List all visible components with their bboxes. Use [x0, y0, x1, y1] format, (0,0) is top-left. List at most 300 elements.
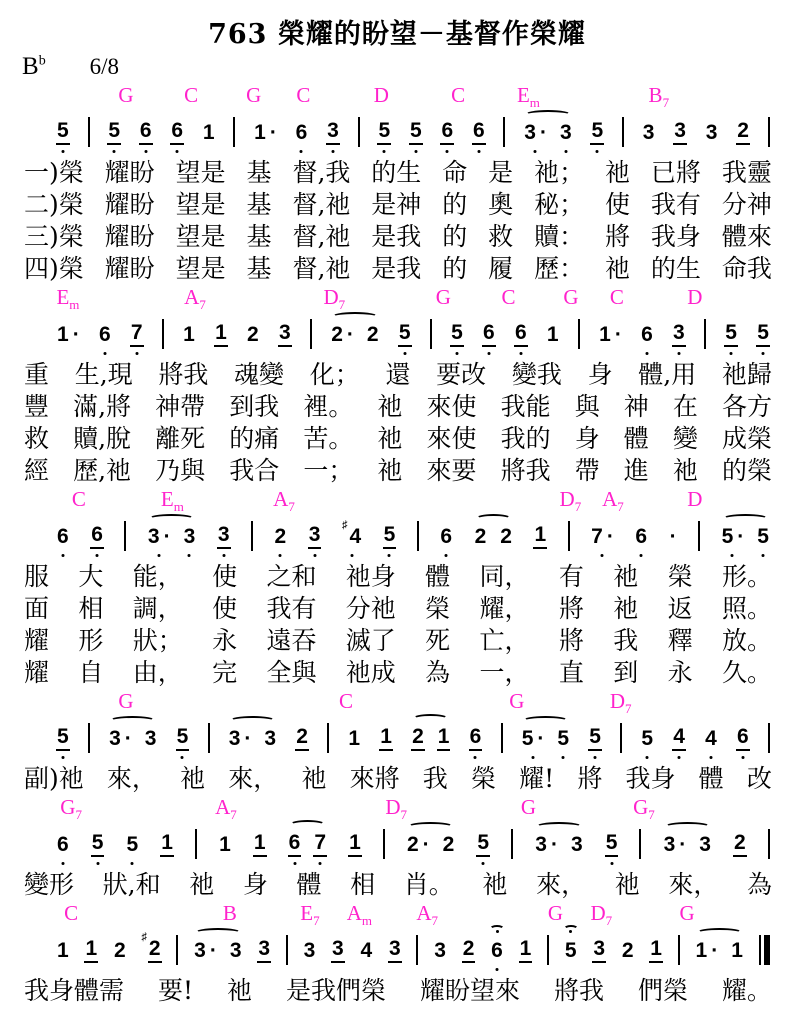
lyric-chunk: 我身體需 — [24, 976, 125, 1005]
lyric-chunk: 望是 — [175, 254, 226, 283]
barline — [383, 829, 385, 859]
lyric-chunk: 肖。 — [403, 870, 454, 899]
digit: 6 — [57, 833, 69, 856]
note-digit — [588, 725, 602, 748]
barline — [195, 829, 197, 859]
low-octave-dot — [730, 352, 733, 355]
note-digit — [409, 119, 423, 142]
lyric-chunk: 我有 — [266, 594, 317, 623]
note — [672, 725, 686, 751]
barline — [208, 723, 210, 753]
dot-after: · — [711, 939, 719, 962]
lyric-chunk: 與 — [574, 392, 600, 421]
note-digit — [730, 939, 744, 962]
note-digit — [176, 725, 190, 748]
chord: $A_m$ — [346, 901, 372, 929]
digit: 5 — [476, 831, 490, 857]
chord: $A_7$ — [215, 795, 237, 823]
barline — [501, 723, 503, 753]
low-octave-dot — [403, 352, 406, 355]
note-digit — [56, 525, 70, 548]
note-digit — [130, 321, 144, 344]
note — [406, 833, 430, 857]
note-group — [721, 525, 770, 549]
note — [439, 525, 453, 549]
note-digit — [406, 833, 430, 856]
lyric-chunk: 將 — [604, 222, 630, 251]
note-digit — [472, 119, 486, 142]
lyric-chunk: 改 — [746, 764, 772, 793]
note — [347, 727, 361, 751]
note — [193, 939, 217, 963]
chord: G — [509, 689, 525, 713]
note — [437, 725, 451, 751]
chord-subscript: m — [361, 913, 372, 929]
lyric-chunk: 久。 — [721, 658, 772, 687]
lyric-chunk: 的生 — [371, 158, 422, 187]
note-digit — [56, 939, 70, 962]
note — [160, 831, 174, 857]
lyric-chunk: 我身 — [625, 764, 676, 793]
lyric-chunk: 耀， — [479, 594, 530, 623]
digit: 2 — [411, 725, 425, 751]
digit: 1 — [649, 937, 663, 963]
lyric-chunk: 體 — [698, 764, 724, 793]
lyric-chunk: 耀盼望來 — [419, 976, 520, 1005]
low-octave-dot — [474, 756, 477, 759]
digit: 5 — [56, 119, 70, 145]
lyric-chunk: 祂 — [613, 594, 639, 623]
lyric-chunk: 祂成 — [345, 658, 396, 687]
barline — [124, 521, 126, 551]
digit: 2 — [406, 833, 419, 856]
lyric-chunk: 乃與 — [155, 456, 206, 485]
lyric-chunk: 的痛 — [229, 424, 280, 453]
lyric-chunk: 是我們榮 — [285, 976, 386, 1005]
lyric-chunk: 來， — [106, 764, 157, 793]
note — [383, 523, 397, 549]
lyric-chunk: 的生 — [650, 254, 701, 283]
key-letter: B — [22, 53, 39, 80]
digit: 4 — [705, 727, 717, 750]
lyric-chunk: 的榮 — [721, 456, 772, 485]
lyric-line — [10, 157, 784, 189]
lyric-chunk: 相 — [350, 870, 376, 899]
note — [144, 727, 158, 751]
note-digit — [274, 525, 288, 548]
digit: 6 — [57, 525, 69, 548]
systems-container — [10, 83, 784, 1007]
chord: C — [451, 83, 466, 107]
note — [214, 321, 228, 347]
note-digit — [634, 525, 648, 548]
note — [730, 939, 744, 963]
barline — [286, 935, 288, 965]
barline — [568, 521, 570, 551]
lyric-chunk: 苦。 — [303, 424, 354, 453]
slur-arc-icon — [413, 714, 448, 723]
chord: $A_7$ — [416, 901, 439, 929]
low-octave-dot — [741, 756, 744, 759]
lyric-line — [10, 423, 784, 455]
chord-subscript: 7 — [625, 701, 632, 717]
lyric-chunk: 救 — [488, 222, 514, 251]
note-digit — [326, 119, 340, 142]
chord: C — [64, 901, 79, 925]
lyric-chunk: 直 — [558, 658, 584, 687]
digit: 7 — [591, 525, 603, 548]
chord-subscript: 7 — [230, 807, 237, 823]
lyric-chunk: 是 — [488, 158, 514, 187]
lyric-chunk: 已將 — [650, 158, 701, 187]
note — [546, 323, 560, 347]
note-group — [411, 725, 450, 751]
digit: 5 — [588, 725, 602, 751]
lyric-chunk: 要! — [157, 976, 194, 1005]
note — [450, 321, 464, 347]
note-group — [523, 121, 572, 145]
digit: 6 — [295, 121, 308, 144]
note — [295, 725, 309, 751]
chord-subscript: 7 — [288, 499, 295, 515]
digit: 5 — [126, 833, 139, 856]
slur-arc-icon — [476, 514, 511, 523]
lyric-block — [10, 975, 784, 1007]
lyric-chunk: 重 — [24, 360, 50, 389]
note — [474, 525, 488, 549]
lyric-chunk: 來使 — [426, 392, 477, 421]
lyric-line — [10, 189, 784, 221]
digit: 1 — [57, 939, 69, 962]
chord: C — [501, 285, 516, 309]
note — [442, 833, 456, 857]
system — [10, 689, 784, 795]
system — [10, 83, 784, 285]
note-digit — [462, 937, 476, 960]
digit: 6 — [469, 725, 483, 751]
slur-arc-icon — [230, 716, 275, 725]
note — [263, 727, 277, 751]
note — [56, 323, 80, 347]
low-octave-dot — [313, 554, 316, 557]
low-octave-dot — [383, 150, 386, 153]
digit: 6 — [491, 939, 503, 962]
lyric-chunk: 將我 — [553, 976, 604, 1005]
lyric-block — [10, 157, 784, 285]
slur-arc-icon — [110, 716, 155, 725]
chord: G — [435, 285, 451, 309]
digit: 2 — [462, 937, 476, 963]
note-digit — [534, 833, 558, 856]
note — [313, 831, 327, 857]
note-digit — [640, 323, 654, 346]
note-digit — [147, 525, 171, 548]
low-octave-dot — [531, 756, 534, 759]
note-group — [228, 727, 277, 751]
note-digit — [303, 939, 317, 962]
chord-subscript: 7 — [617, 499, 624, 515]
lyric-block — [10, 359, 784, 487]
note — [90, 523, 104, 549]
note — [379, 725, 393, 751]
lyric-chunk: 基 — [246, 190, 272, 219]
note-digit — [519, 937, 533, 960]
lyric-chunk: 的 — [442, 190, 468, 219]
note-digit — [379, 725, 393, 748]
lyric-chunk: 祂 — [180, 764, 206, 793]
lyric-chunk: 由， — [132, 658, 183, 687]
chord: C — [609, 285, 624, 309]
low-octave-dot — [482, 862, 485, 865]
chord: G — [679, 901, 695, 925]
low-octave-dot — [331, 150, 334, 153]
chord-subscript: m — [69, 297, 80, 313]
low-octave-dot — [610, 862, 613, 865]
lyric-chunk: 一)榮 — [24, 158, 84, 187]
note-digit — [721, 525, 745, 548]
lyric-chunk: 調， — [132, 594, 183, 623]
lyric-chunk: 使 — [212, 562, 238, 591]
digit: 6 — [288, 831, 302, 857]
note — [499, 525, 513, 549]
notation-row — [10, 519, 784, 549]
digit: 5 — [56, 725, 70, 751]
note-digit — [113, 939, 127, 962]
lyric-chunk: 還 — [385, 360, 411, 389]
lyric-chunk: 祂； — [534, 158, 585, 187]
chord-subscript: m — [173, 499, 184, 515]
note-digit — [202, 121, 216, 144]
dot-after: · — [163, 525, 171, 548]
chord: $A_7$ — [273, 487, 295, 515]
note — [303, 939, 317, 963]
dot-after: · — [539, 121, 547, 144]
chord-subscript: 7 — [648, 807, 655, 823]
note — [56, 725, 70, 751]
barline — [417, 521, 419, 551]
digit: 6 — [440, 119, 454, 145]
lyric-chunk: 祂 — [604, 158, 630, 187]
lyric-chunk: 奧 — [488, 190, 514, 219]
dot-after: · — [269, 121, 277, 144]
low-octave-dot — [534, 150, 537, 153]
note — [326, 119, 340, 145]
low-octave-dot — [594, 756, 597, 759]
digit: 3 — [663, 833, 676, 856]
note — [84, 937, 98, 963]
chord: $A_7$ — [602, 487, 624, 515]
lyric-line — [10, 763, 784, 795]
system — [10, 487, 784, 689]
dot-after: · — [606, 525, 614, 548]
chord-row — [10, 689, 784, 717]
hymn-sheet — [10, 12, 784, 1007]
low-octave-dot — [414, 150, 417, 153]
note — [113, 939, 127, 963]
note-digit — [546, 323, 560, 346]
note — [705, 121, 719, 145]
note — [490, 939, 504, 963]
lyric-chunk: 督,我 — [292, 158, 351, 187]
note — [183, 525, 197, 549]
note — [139, 119, 153, 145]
note — [521, 727, 545, 751]
lyric-line — [10, 253, 784, 285]
note — [640, 323, 654, 347]
lyric-chunk: 要改 — [436, 360, 487, 389]
note-digit — [733, 831, 747, 854]
slur-arc-icon — [332, 312, 377, 321]
digit: 6 — [170, 119, 184, 145]
chord: $B_7$ — [648, 83, 670, 111]
note-digit — [383, 523, 397, 546]
digit: 6 — [635, 525, 648, 548]
digit: 4 — [360, 939, 373, 962]
dot-after: · — [209, 939, 217, 962]
lyric-chunk: 永 — [667, 658, 693, 687]
note — [308, 523, 322, 549]
digit: 5 — [757, 525, 769, 548]
sharp-sign: ♯ — [341, 519, 348, 531]
lyric-chunk: 一， — [479, 658, 530, 687]
digit: 5 — [107, 119, 121, 145]
lyric-chunk: 將 — [558, 626, 584, 655]
lyric-chunk: 三)榮 — [24, 222, 84, 251]
digit: 5 — [756, 321, 770, 347]
lyric-chunk: 祂身 — [345, 562, 396, 591]
note — [588, 725, 602, 751]
lyric-chunk: 身 — [574, 424, 600, 453]
low-octave-dot — [762, 554, 765, 557]
note-digit — [439, 525, 453, 548]
note-digit — [330, 323, 354, 346]
note — [469, 725, 483, 751]
chord: $G_7$ — [60, 795, 82, 823]
note-digit — [437, 725, 451, 748]
note-digit — [564, 939, 578, 962]
low-octave-dot — [351, 554, 354, 557]
chord: G — [547, 901, 564, 925]
low-octave-dot — [157, 554, 160, 557]
digit: 3 — [257, 937, 271, 963]
lyric-chunk: 我的 — [500, 424, 551, 453]
note — [598, 323, 622, 347]
note-digit — [182, 323, 196, 346]
low-octave-dot — [96, 862, 99, 865]
lyric-chunk: 體,用 — [638, 360, 697, 389]
lyric-chunk: 神帶 — [155, 392, 206, 421]
digit: 5 — [398, 321, 412, 347]
lyric-chunk: 耀盼 — [104, 190, 155, 219]
digit: 3 — [699, 833, 711, 856]
digit: · — [669, 525, 677, 548]
lyric-chunk: 經 — [24, 456, 50, 485]
chord-subscript: 7 — [574, 499, 582, 515]
lyric-chunk: 將 — [558, 594, 584, 623]
low-octave-dot — [222, 554, 225, 557]
barline — [251, 521, 253, 551]
lyric-chunk: 到我 — [229, 392, 280, 421]
slur-arc-icon — [665, 822, 710, 831]
barline — [416, 935, 418, 965]
lyric-chunk: 變形 — [24, 870, 75, 899]
note — [736, 119, 750, 145]
note — [721, 525, 745, 549]
notation-row — [10, 831, 784, 857]
digit: 3 — [303, 939, 316, 962]
lyric-line — [10, 975, 784, 1007]
dot-after: · — [614, 323, 622, 346]
note — [348, 831, 362, 857]
lyric-chunk: 贖,脫 — [73, 424, 132, 453]
note-digit — [377, 119, 391, 142]
note-digit — [90, 523, 104, 546]
lyric-chunk: 狀； — [132, 626, 183, 655]
digit: 3 — [229, 939, 242, 962]
digit: 2 — [366, 323, 379, 346]
note — [274, 525, 288, 549]
note — [409, 119, 423, 145]
chord: $D_7$ — [559, 487, 582, 515]
note — [514, 321, 528, 347]
barline — [639, 829, 641, 859]
barline — [768, 117, 770, 147]
note-digit — [556, 727, 570, 750]
note — [476, 831, 490, 857]
digit: 2 — [274, 525, 287, 548]
note-group — [108, 727, 157, 751]
note — [433, 939, 447, 963]
lyric-chunk: 四)榮 — [24, 254, 84, 283]
digit: 5 — [409, 119, 423, 145]
note-digit — [108, 727, 132, 750]
lyric-block — [10, 561, 784, 689]
digit: 1 — [254, 121, 266, 144]
notation-row — [10, 119, 784, 145]
lyric-chunk: 基 — [246, 222, 272, 251]
lyric-chunk: 狀,和 — [102, 870, 161, 899]
lyric-chunk: 祂 — [301, 764, 327, 793]
slur-arc-icon — [195, 928, 240, 937]
note — [176, 725, 190, 751]
barline — [704, 319, 706, 349]
note-digit — [736, 119, 750, 142]
slur-arc-icon — [525, 110, 570, 119]
note-digit — [341, 519, 362, 548]
note-digit — [598, 323, 622, 346]
chord-row — [10, 83, 784, 111]
note-digit — [669, 525, 678, 548]
note-digit — [229, 939, 243, 962]
note-digit — [144, 727, 158, 750]
lyric-chunk: 分神 — [721, 190, 772, 219]
digit: 6 — [736, 725, 750, 751]
digit: 5 — [724, 321, 738, 347]
low-octave-dot — [176, 150, 179, 153]
lyric-chunk: 耀 — [24, 626, 50, 655]
lyric-chunk: 體來 — [721, 222, 772, 251]
note — [605, 831, 619, 857]
note-digit — [440, 119, 454, 142]
lyric-chunk: 成榮 — [721, 424, 772, 453]
digit: 3 — [264, 727, 277, 750]
slur-arc-icon — [408, 822, 453, 831]
note — [342, 520, 362, 549]
chord: D — [687, 487, 703, 511]
note-digit — [288, 831, 302, 854]
note-digit — [56, 725, 70, 748]
digit: 5 — [176, 725, 190, 751]
